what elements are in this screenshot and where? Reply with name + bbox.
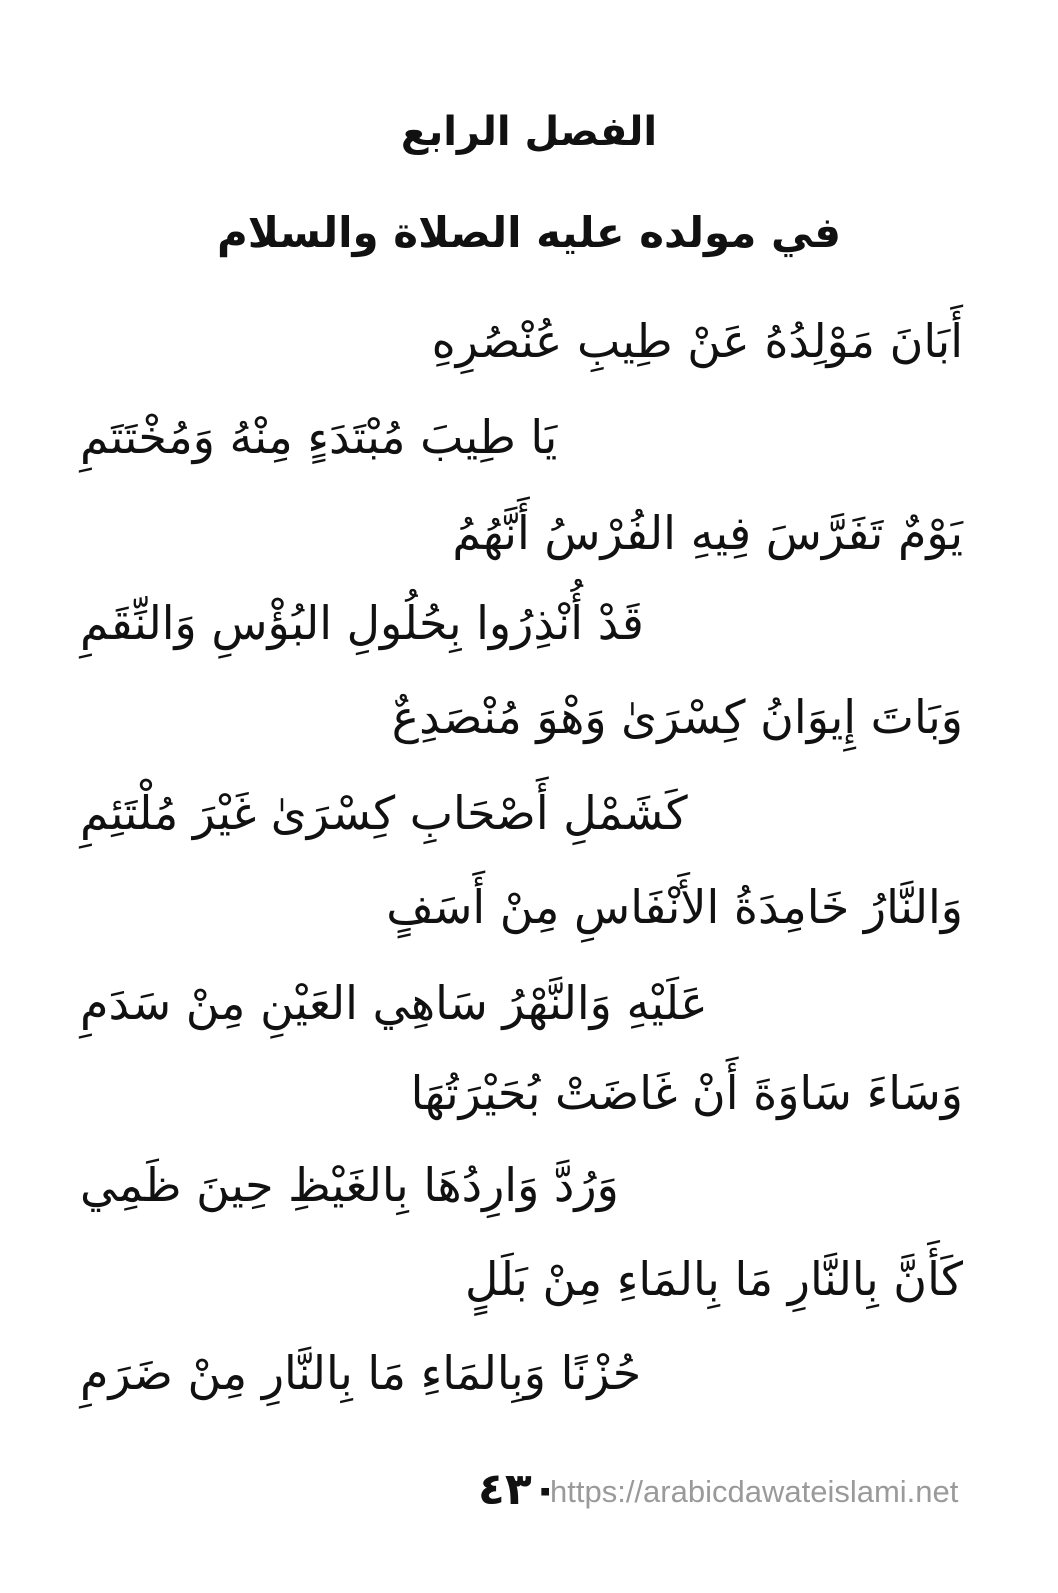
- verse-6-second-hemistich: حُزْنًا وَبِالمَاءِ مَا بِالنَّارِ مِنْ ضَرَمِ: [80, 1346, 642, 1400]
- page-number: ٤٣٠: [478, 1464, 559, 1515]
- verse-2-first-hemistich: يَوْمٌ تَفَرَّسَ فِيهِ الفُرْسُ أَنَّهُمُ: [452, 506, 963, 560]
- chapter-subtitle: في مولده عليه الصلاة والسلام: [216, 208, 841, 257]
- page-footer: [0, 1464, 1058, 1528]
- verse-5-first-hemistich: وَسَاءَ سَاوَةَ أَنْ غَاضَتْ بُحَيْرَتُهَا: [410, 1066, 963, 1120]
- verse-1-first-hemistich: أَبَانَ مَوْلِدُهُ عَنْ طِيبِ عُنْصُرِهِ: [431, 314, 963, 368]
- verse-6-first-hemistich: كَأَنَّ بِالنَّارِ مَا بِالمَاءِ مِنْ بَلَلٍ: [464, 1252, 963, 1306]
- verse-3-second-hemistich: كَشَمْلِ أَصْحَابِ كِسْرَىٰ غَيْرَ مُلْتَئِمِ: [80, 786, 688, 840]
- verse-2-second-hemistich: قَدْ أُنْذِرُوا بِحُلُولِ البُؤْسِ وَالنِّقَمِ: [80, 596, 644, 650]
- verse-3-first-hemistich: وَبَاتَ إِيوَانُ كِسْرَىٰ وَهْوَ مُنْصَدِعٌ: [391, 690, 963, 744]
- website-watermark: https://arabicdawateislami.net: [550, 1474, 959, 1509]
- verse-4-first-hemistich: وَالنَّارُ خَامِدَةُ الأَنْفَاسِ مِنْ أَسَفٍ: [386, 880, 963, 934]
- verse-5-second-hemistich: وَرُدَّ وَارِدُهَا بِالغَيْظِ حِينَ ظَمِي: [80, 1158, 619, 1212]
- verse-1-second-hemistich: يَا طِيبَ مُبْتَدَءٍ مِنْهُ وَمُخْتَتَمِ: [80, 410, 558, 464]
- chapter-title: الفصل الرابع: [400, 109, 658, 155]
- verse-4-second-hemistich: عَلَيْهِ وَالنَّهْرُ سَاهِي العَيْنِ مِنْ سَدَمِ: [80, 976, 708, 1030]
